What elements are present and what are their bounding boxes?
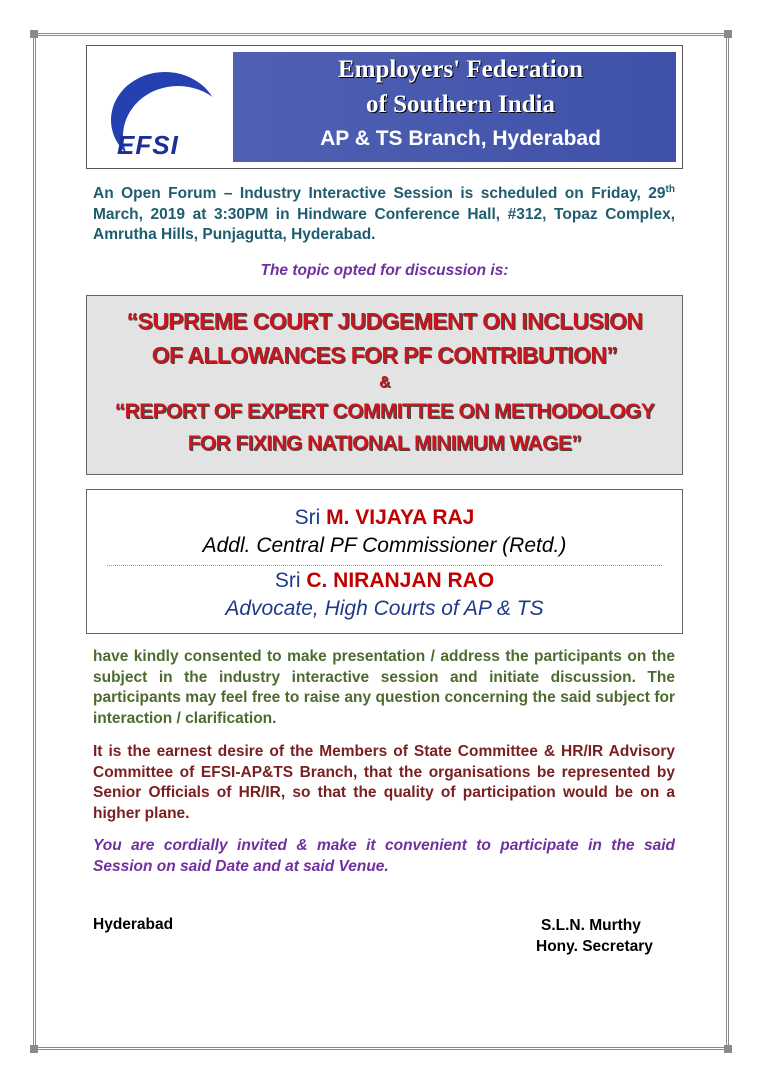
- topic1-line1: “SUPREME COURT JUDGEMENT ON INCLUSION: [126, 308, 643, 334]
- place: Hyderabad: [93, 916, 174, 933]
- topic2-line2: FOR FIXING NATIONAL MINIMUM WAGE”: [187, 432, 582, 455]
- corner-ornament: [724, 1045, 732, 1053]
- intro-text: An Open Forum – Industry Interactive Session is scheduled on Friday, 29: [93, 185, 666, 203]
- signatory-designation: Hony. Secretary: [536, 937, 653, 955]
- signatory: [536, 916, 653, 957]
- speaker-1-title: Addl. Central PF Commissioner (Retd.): [202, 534, 567, 557]
- desire-paragraph: It is the earnest desire of the Members of State Committee & HR/IR Advisory Committee of EFSI-AP&TS Branch, that the organisations be represented by Senior Officials of HR/IR, so that the quality of participation would be on a higher plane.: [93, 743, 675, 822]
- branch-name: AP & TS Branch, Hyderabad: [320, 127, 601, 150]
- banner-background: [93, 52, 676, 162]
- speaker-prefix: Sri: [274, 569, 307, 592]
- topic2-line1: “REPORT OF EXPERT COMMITTEE ON METHODOLOGY: [114, 400, 655, 423]
- signatory-name: S.L.N. Murthy: [541, 917, 641, 934]
- efsi-logo: [93, 52, 233, 162]
- logo-text: EFSI: [117, 130, 179, 160]
- speaker-2: [87, 569, 682, 593]
- topic1-line2: OF ALLOWANCES FOR PF CONTRIBUTION”: [151, 342, 618, 368]
- corner-ornament: [30, 1045, 38, 1053]
- speaker-prefix: Sri: [294, 506, 327, 529]
- intro-paragraph: [93, 180, 675, 246]
- speaker-2-title: Advocate, High Courts of AP & TS: [225, 597, 544, 620]
- ordinal-suffix: th: [665, 184, 675, 195]
- intro-text-cont: March, 2019 at 3:30PM in Hindware Conference Hall, #312, Topaz Complex, Amrutha Hills, Punjagutta, Hyderabad.: [93, 205, 675, 244]
- topic-ampersand: &: [379, 374, 390, 391]
- corner-ornament: [30, 30, 38, 38]
- org-name-line2: of Southern India: [366, 91, 555, 118]
- header-banner: [86, 45, 683, 169]
- topic-intro: The topic opted for discussion is:: [260, 262, 509, 279]
- corner-ornament: [724, 30, 732, 38]
- speaker-1: [87, 506, 682, 530]
- org-name-line1: Employers' Federation: [337, 56, 584, 83]
- speaker-divider: [107, 565, 662, 566]
- topic-box: [86, 295, 683, 475]
- speaker-name: C. NIRANJAN RAO: [306, 569, 495, 592]
- speakers-box: [86, 489, 683, 634]
- speaker-name: M. VIJAYA RAJ: [326, 506, 475, 529]
- invitation-paragraph: You are cordially invited & make it convenient to participate in the said Session on said Date and at said Venue.: [93, 837, 675, 875]
- consent-paragraph: have kindly consented to make presentation / address the participants on the subject in the industry interactive session and initiate discussion. The participants may feel free to raise any question concerning the said subject for interaction / clarification.: [93, 648, 675, 727]
